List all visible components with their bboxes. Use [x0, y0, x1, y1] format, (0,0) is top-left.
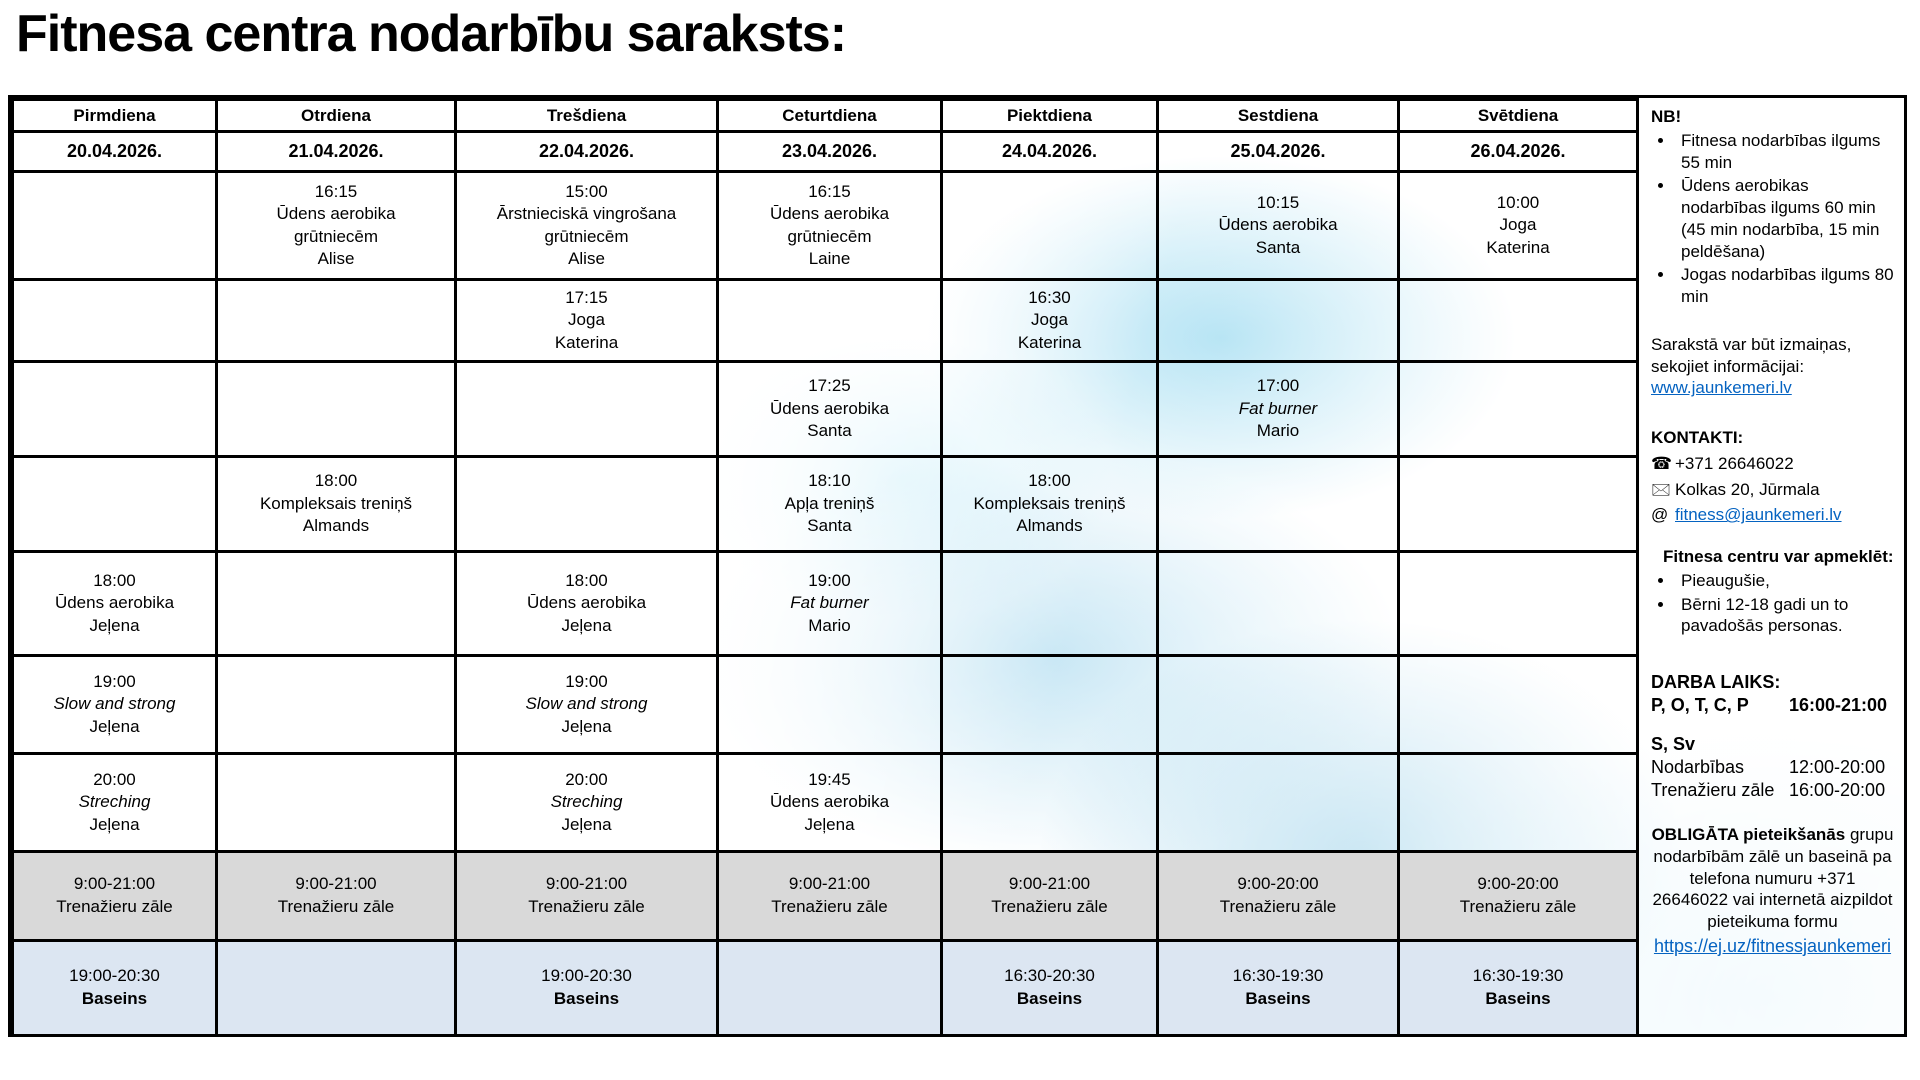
class-trainer: Almands: [1016, 516, 1083, 536]
empty-cell: [1158, 656, 1399, 754]
class-time: 19:00: [93, 671, 136, 691]
class-activity: Ūdens aerobika grūtniecēm: [769, 204, 890, 246]
empty-cell: [217, 280, 456, 362]
class-activity: Kompleksais treniņš: [973, 493, 1126, 513]
empty-cell: [13, 457, 217, 552]
empty-cell: [942, 362, 1158, 457]
class-cell: [718, 457, 942, 552]
gym-label: Trenažieru zāle: [991, 897, 1108, 916]
class-time: 16:30: [1028, 287, 1071, 307]
class-trainer: Jeļena: [561, 615, 612, 635]
class-trainer: Jeļena: [561, 814, 612, 834]
class-activity: Slow and strong: [53, 694, 176, 714]
class-cell: [718, 172, 942, 280]
empty-cell: [456, 457, 718, 552]
class-activity: Ūdens aerobika: [769, 398, 890, 418]
class-activity: Joga: [1031, 310, 1068, 330]
class-activity: Ūdens aerobika: [1218, 215, 1338, 235]
pool-label: Baseins: [553, 989, 620, 1008]
class-activity: Ūdens aerobika: [526, 593, 647, 613]
empty-cell: [1158, 754, 1399, 852]
pool-time: 16:30-20:30: [1004, 966, 1095, 986]
gym-label: Trenažieru zāle: [56, 897, 173, 916]
pool-time: 19:00-20:30: [541, 966, 632, 986]
empty-cell: [217, 552, 456, 656]
empty-cell: [718, 280, 942, 362]
hours-title: DARBA LAIKS:: [1651, 672, 1781, 692]
class-activity: Ūdens aerobika: [769, 792, 890, 812]
class-trainer: Mario: [808, 615, 851, 635]
date-header: 21.04.2026.: [217, 132, 456, 172]
class-time: 17:15: [565, 287, 608, 307]
class-trainer: Santa: [807, 516, 852, 536]
class-activity: Streching: [550, 792, 623, 812]
class-cell: [456, 172, 718, 280]
working-hours: [1651, 671, 1894, 802]
class-cell: [13, 754, 217, 852]
class-cell: [456, 656, 718, 754]
class-activity: Slow and strong: [525, 694, 648, 714]
date-header: 26.04.2026.: [1399, 132, 1638, 172]
class-time: 20:00: [93, 769, 136, 789]
booking-bold: OBLIGĀTA pieteikšanās: [1651, 825, 1846, 845]
class-time: 18:00: [314, 471, 358, 491]
address-text: Kolkas 20, Jūrmala: [1675, 479, 1820, 499]
schedule-table: [11, 98, 1639, 1037]
date-header: 24.04.2026.: [942, 132, 1158, 172]
pool-label: Baseins: [1245, 989, 1311, 1008]
pool-cell: [1158, 941, 1399, 1036]
gym-time: 9:00-20:00: [1477, 874, 1559, 894]
pool-empty-cell: [718, 941, 942, 1036]
gym-time: 9:00-21:00: [295, 874, 377, 894]
empty-cell: [217, 656, 456, 754]
class-cell: [1399, 172, 1638, 280]
gym-cell: [942, 852, 1158, 941]
class-time: 18:10: [808, 471, 851, 491]
contacts-title: KONTAKTI:: [1651, 428, 1744, 447]
empty-cell: [1158, 280, 1399, 362]
page-title: Fitnesa centra nodarbību saraksts:: [16, 5, 847, 63]
gym-cell: [217, 852, 456, 941]
empty-cell: [942, 172, 1158, 280]
class-trainer: Alise: [317, 248, 355, 268]
empty-cell: [1158, 552, 1399, 656]
gym-cell: [718, 852, 942, 941]
class-trainer: Jeļena: [804, 814, 855, 834]
class-activity: Ūdens aerobika: [54, 593, 175, 613]
day-header: Piektdiena: [942, 100, 1158, 132]
class-time: 16:15: [808, 181, 851, 201]
hours-row: Trenažieru zāle 16:00-20:00: [1651, 780, 1886, 801]
hours-weekdays: P, O, T, C, P 16:00-21:00: [1651, 695, 1888, 716]
class-cell: [456, 754, 718, 852]
class-trainer: Jeļena: [89, 814, 140, 834]
class-trainer: Mario: [1256, 421, 1300, 441]
gym-time: 9:00-21:00: [73, 874, 156, 894]
class-time: 19:00: [565, 671, 608, 691]
gym-cell: [13, 852, 217, 941]
visit-title: Fitnesa centru var apmeklēt:: [1663, 547, 1894, 566]
class-cell: [456, 280, 718, 362]
date-header: 22.04.2026.: [456, 132, 718, 172]
hours-row: Nodarbības 12:00-20:00: [1651, 757, 1886, 778]
empty-cell: [1399, 280, 1638, 362]
pool-empty-cell: [217, 941, 456, 1036]
gym-time: 9:00-20:00: [1237, 874, 1319, 894]
schedule-board: [8, 95, 1907, 1037]
empty-cell: [942, 656, 1158, 754]
class-time: 10:00: [1496, 192, 1540, 212]
class-time: 10:15: [1256, 192, 1300, 212]
class-trainer: Jeļena: [89, 716, 140, 736]
booking-link[interactable]: https://ej.uz/fitnessjaunkemeri: [1653, 935, 1892, 956]
pool-cell: [13, 941, 217, 1036]
class-activity: Joga: [568, 310, 605, 330]
class-activity: Streching: [78, 792, 151, 812]
class-activity: Joga: [1499, 215, 1537, 235]
gym-time: 9:00-21:00: [788, 874, 871, 894]
pool-label: Baseins: [1016, 989, 1083, 1008]
class-time: 20:00: [565, 769, 608, 789]
class-cell: [718, 552, 942, 656]
empty-cell: [13, 172, 217, 280]
day-header: Otrdiena: [217, 100, 456, 132]
class-cell: [718, 362, 942, 457]
empty-cell: [456, 362, 718, 457]
gym-label: Trenažieru zāle: [1459, 897, 1577, 916]
class-activity: Kompleksais treniņš: [259, 493, 413, 513]
class-cell: [718, 754, 942, 852]
class-cell: [942, 280, 1158, 362]
pool-label: Baseins: [1485, 989, 1551, 1008]
class-cell: [13, 656, 217, 754]
gym-label: Trenažieru zāle: [528, 897, 645, 916]
class-time: 18:00: [93, 570, 136, 590]
class-activity: Fat burner: [790, 593, 869, 613]
day-header: Svētdiena: [1399, 100, 1638, 132]
website-link[interactable]: www.jaunkemeri.lv: [1651, 378, 1792, 398]
gym-cell: [1158, 852, 1399, 941]
class-time: 15:00: [565, 181, 608, 201]
class-time: 17:00: [1256, 376, 1300, 396]
empty-cell: [942, 754, 1158, 852]
nb-list: [1653, 130, 1894, 308]
pool-label: Baseins: [81, 989, 148, 1008]
nb-title: NB!: [1651, 107, 1682, 126]
class-activity: Ārstnieciskā vingrošana grūtniecēm: [496, 204, 677, 246]
class-trainer: Santa: [1255, 237, 1301, 257]
day-header: Ceturtdiena: [718, 100, 942, 132]
class-trainer: Santa: [807, 421, 852, 441]
at-icon: @: [1651, 505, 1669, 525]
empty-cell: [13, 280, 217, 362]
date-header: 20.04.2026.: [13, 132, 217, 172]
class-activity: Ūdens aerobika grūtniecēm: [276, 204, 396, 246]
class-trainer: Jeļena: [89, 615, 140, 635]
pool-cell: [1399, 941, 1638, 1036]
gym-time: 9:00-21:00: [1008, 874, 1091, 894]
class-cell: [1158, 172, 1399, 280]
empty-cell: [718, 656, 942, 754]
class-cell: [1158, 362, 1399, 457]
empty-cell: [1158, 457, 1399, 552]
class-activity: Fat burner: [1238, 398, 1318, 418]
class-activity: Apļa treniņš: [784, 493, 875, 513]
empty-cell: [1399, 457, 1638, 552]
class-time: 18:00: [1028, 471, 1071, 491]
phone-number: +371 26646022: [1675, 453, 1794, 473]
gym-label: Trenažieru zāle: [771, 897, 888, 916]
day-header: Sestdiena: [1158, 100, 1399, 132]
pool-cell: [942, 941, 1158, 1036]
gym-label: Trenažieru zāle: [1219, 897, 1337, 916]
class-trainer: Jeļena: [561, 716, 612, 736]
nb-bullet: • Ūdens aerobikas nodarbības ilgums 60 min (45 min nodarbība, 15 min peldēšana): [1675, 175, 1894, 262]
gym-time: 9:00-21:00: [545, 874, 628, 894]
email-link[interactable]: fitness@jaunkemeri.lv: [1675, 505, 1842, 525]
pool-time: 19:00-20:30: [69, 966, 160, 986]
date-header: 25.04.2026.: [1158, 132, 1399, 172]
visit-list: [1653, 570, 1894, 637]
class-cell: [942, 457, 1158, 552]
address-line: [1651, 479, 1894, 501]
class-time: 17:25: [808, 376, 851, 396]
class-trainer: Katerina: [554, 332, 619, 352]
nb-bullet: • Jogas nodarbības ilgums 80 min: [1675, 264, 1894, 308]
class-time: 18:00: [565, 570, 608, 590]
class-trainer: Katerina: [1486, 237, 1550, 257]
gym-cell: [456, 852, 718, 941]
email-line: [1651, 504, 1894, 526]
empty-cell: [13, 362, 217, 457]
gym-cell: [1399, 852, 1638, 941]
pool-time: 16:30-19:30: [1472, 966, 1564, 986]
class-cell: [13, 552, 217, 656]
booking-note: OBLIGĀTA pieteikšanās grupu nodarbībām zālē un baseinā pa telefona numuru +371 26646022 vai internetā aizpildot pieteikuma formu: [1651, 825, 1894, 932]
changes-note: Sarakstā var būt izmaiņas, sekojiet informācijai: www.jaunkemeri.lv: [1651, 334, 1852, 398]
phone-line: [1651, 453, 1894, 475]
date-header: 23.04.2026.: [718, 132, 942, 172]
class-time: 19:45: [808, 769, 851, 789]
info-panel: [1639, 98, 1904, 1034]
empty-cell: [1399, 552, 1638, 656]
class-trainer: Laine: [808, 248, 851, 268]
class-trainer: Almands: [302, 516, 370, 536]
class-cell: [217, 172, 456, 280]
phone-icon: ☎: [1651, 453, 1673, 473]
empty-cell: [1399, 656, 1638, 754]
class-trainer: Katerina: [1017, 332, 1082, 352]
class-time: 19:00: [808, 570, 851, 590]
class-time: 16:15: [314, 181, 358, 201]
empty-cell: [217, 754, 456, 852]
empty-cell: [1399, 362, 1638, 457]
visit-bullet: • Pieaugušie,: [1675, 570, 1894, 592]
empty-cell: [1399, 754, 1638, 852]
class-trainer: Alise: [568, 248, 605, 268]
hours-weekend-label: S, Sv: [1651, 734, 1696, 755]
empty-cell: [942, 552, 1158, 656]
gym-label: Trenažieru zāle: [277, 897, 395, 916]
empty-cell: [217, 362, 456, 457]
nb-bullet: • Fitnesa nodarbības ilgums 55 min: [1675, 130, 1894, 174]
day-header: Pirmdiena: [13, 100, 217, 132]
pool-time: 16:30-19:30: [1232, 966, 1324, 986]
class-cell: [217, 457, 456, 552]
pool-cell: [456, 941, 718, 1036]
day-header: Trešdiena: [456, 100, 718, 132]
class-cell: [456, 552, 718, 656]
visit-bullet: • Bērni 12-18 gadi un to pavadošās personas.: [1675, 594, 1894, 638]
envelope-icon: 🖂: [1651, 479, 1671, 499]
